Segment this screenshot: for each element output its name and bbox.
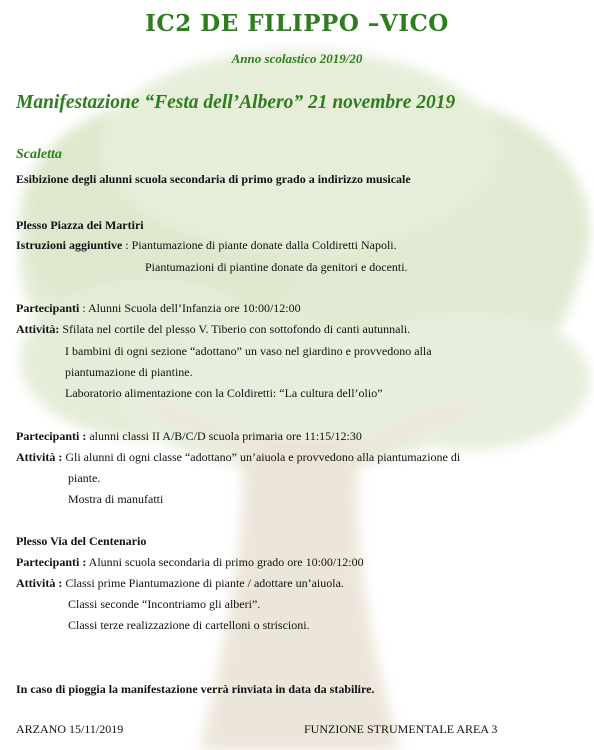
partecipanti-label: Partecipanti : [16,555,87,569]
partecipanti-label: Partecipanti [16,301,80,315]
plesso2-title: Plesso Via del Centenario [16,534,147,548]
istruzioni-label: Istruzioni aggiuntive [16,238,123,252]
scaletta-intro: Esibizione degli alunni scuola secondaria di primo grado a indirizzo musicale [16,172,411,186]
partecipanti-infanzia-row [16,301,301,315]
footer-place-date: ARZANO 15/11/2019 [16,722,124,736]
school-title: IC2 DE FILIPPO –VICO [145,10,449,37]
rain-notice: In caso di pioggia la manifestazione verrà rinviata in data da stabilire. [16,682,375,696]
partecipanti-secondaria-row [16,555,364,569]
partecipanti-text: : Alunni Scuola dell’Infanzia ore 10:00/12:00 [79,301,301,315]
istruzioni-text-1: : Piantumazione di piante donate dalla Coldiretti Napoli. [122,238,397,252]
partecipanti-primaria-row [16,429,362,443]
attivita-label: Attività : [16,576,63,590]
partecipanti-text: Alunni scuola secondaria di primo grado ore 10:00/12:00 [86,555,364,569]
attivita-text-3: piantumazione di piantine. [65,365,193,379]
attivita-text-3: Mostra di manufatti [68,492,164,506]
plesso1-title: Plesso Piazza dei Martiri [16,218,144,232]
attivita-primaria-row [16,450,460,464]
footer-role: FUNZIONE STRUMENTALE AREA 3 [304,722,498,736]
attivita-label: Attività: [16,322,60,336]
istruzioni-text-2: Piantumazioni di piantine donate da genitori e docenti. [145,260,408,274]
attivita-text-3: Classi terze realizzazione di cartelloni o striscioni. [68,618,310,632]
attivita-secondaria-row [16,576,344,590]
attivita-infanzia-row [16,322,410,336]
event-title: Manifestazione “Festa dell’Albero” 21 novembre 2019 [16,92,456,113]
istruzioni-row [16,238,397,252]
attivita-text-1: Gli alunni di ogni classe “adottano” un’aiuola e provvedono alla piantumazione di [62,450,461,464]
attivita-text-2: piante. [68,471,101,485]
partecipanti-label: Partecipanti : [16,429,87,443]
attivita-text-1: Classi prime Piantumazione di piante / adottare un’aiuola. [62,576,344,590]
partecipanti-text: alunni classi II A/B/C/D scuola primaria ore 11:15/12:30 [86,429,362,443]
attivita-text-4: Laboratorio alimentazione con la Coldiretti: “La cultura dell’olio” [65,386,383,400]
school-year: Anno scolastico 2019/20 [231,51,363,66]
scaletta-heading: Scaletta [16,147,62,162]
attivita-text-2: I bambini di ogni sezione “adottano” un vaso nel giardino e provvedono alla [65,344,432,358]
attivita-text-2: Classi seconde “Incontriamo gli alberi”. [68,597,261,611]
attivita-text-1: Sfilata nel cortile del plesso V. Tiberio con sottofondo di canti autunnali. [59,322,411,336]
attivita-label: Attività : [16,450,63,464]
